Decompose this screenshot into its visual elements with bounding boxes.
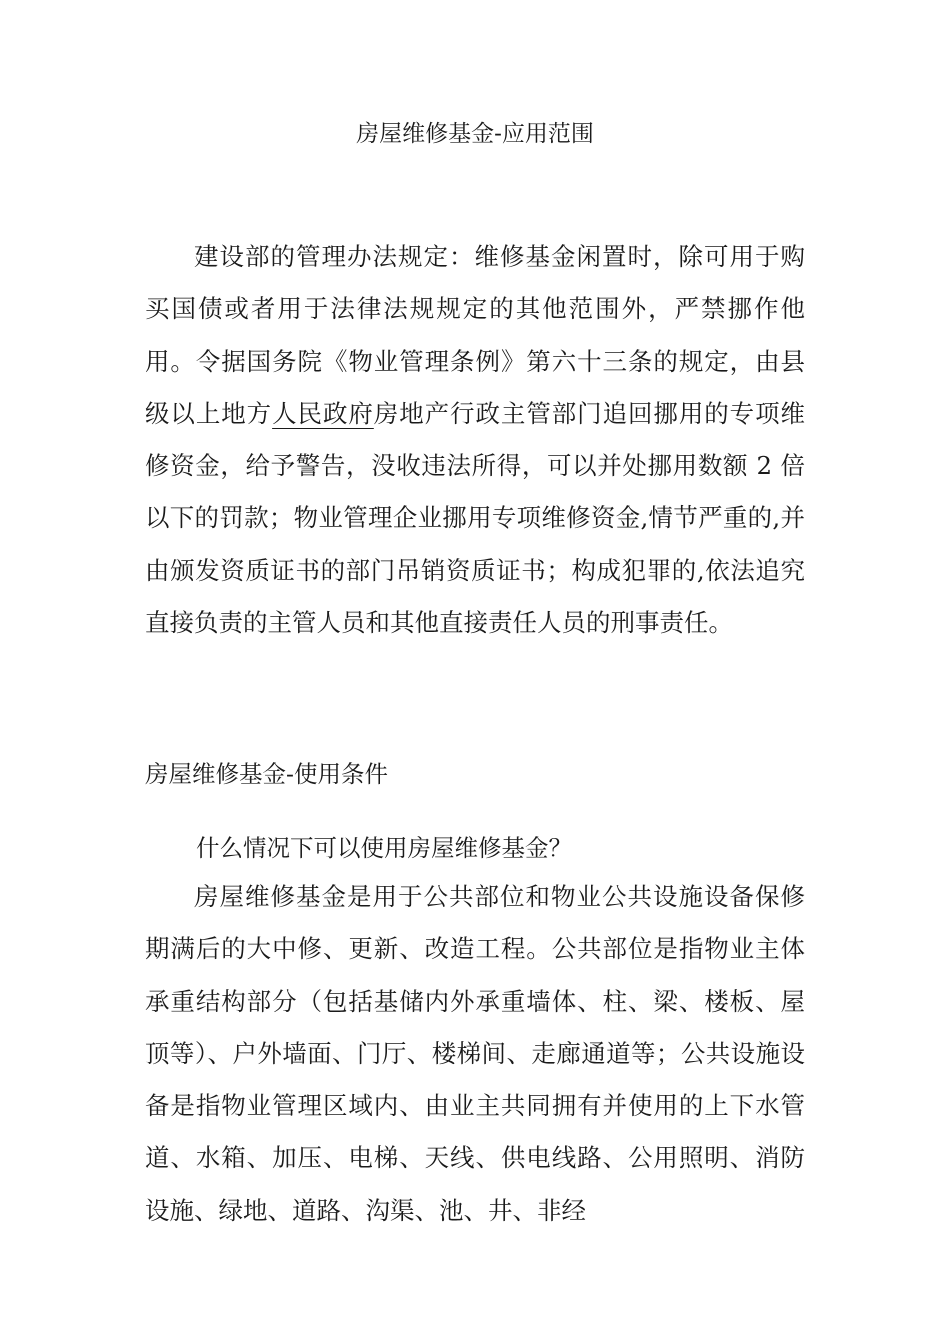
paragraph-text-after: 房地产行政主管部门追回挪用的专项维修资金，给予警告，没收违法所得，可以并处挪用数额 2 倍以下的罚款；物业管理企业挪用专项维修资金,情节严重的,并由颁发资质证书的部门吊销资质证书；构成犯罪的,依法追究直接负责的主管人员和其他直接责任人员的刑事责任。 (145, 398, 806, 638)
underlined-term: 人民政府 (272, 398, 374, 428)
paragraph-text-before: 建设部的管理办法规定：维修基金闲置时，除可用于购买国债或者用于法律法规规定的其他范围外，严禁挪作他用。令据国务院《物业管理条例》第六十三条的规定，由县级以上地方 (145, 242, 805, 428)
paragraph-application-scope (145, 231, 805, 649)
paragraph-usage-conditions: 房屋维修基金是用于公共部位和物业公共设施设备保修期满后的大中修、更新、改造工程。公共部位是指物业主体承重结构部分（包括基储内外承重墙体、柱、梁、楼板、屋顶等）、户外墙面、门厅、楼梯间、走廊通道等；公共设施设备是指物业管理区域内、由业主共同拥有并使用的上下水管道、水箱、加压、电梯、天线、供电线路、公用照明、消防设施、绿地、道路、沟渠、池、井、非经 (145, 882, 805, 1225)
question-line: 什么情况下可以使用房屋维修基金？ (196, 834, 572, 862)
section-heading-usage-conditions: 房屋维修基金-使用条件 (145, 760, 388, 788)
document-title: 房屋维修基金-应用范围 (356, 121, 594, 147)
